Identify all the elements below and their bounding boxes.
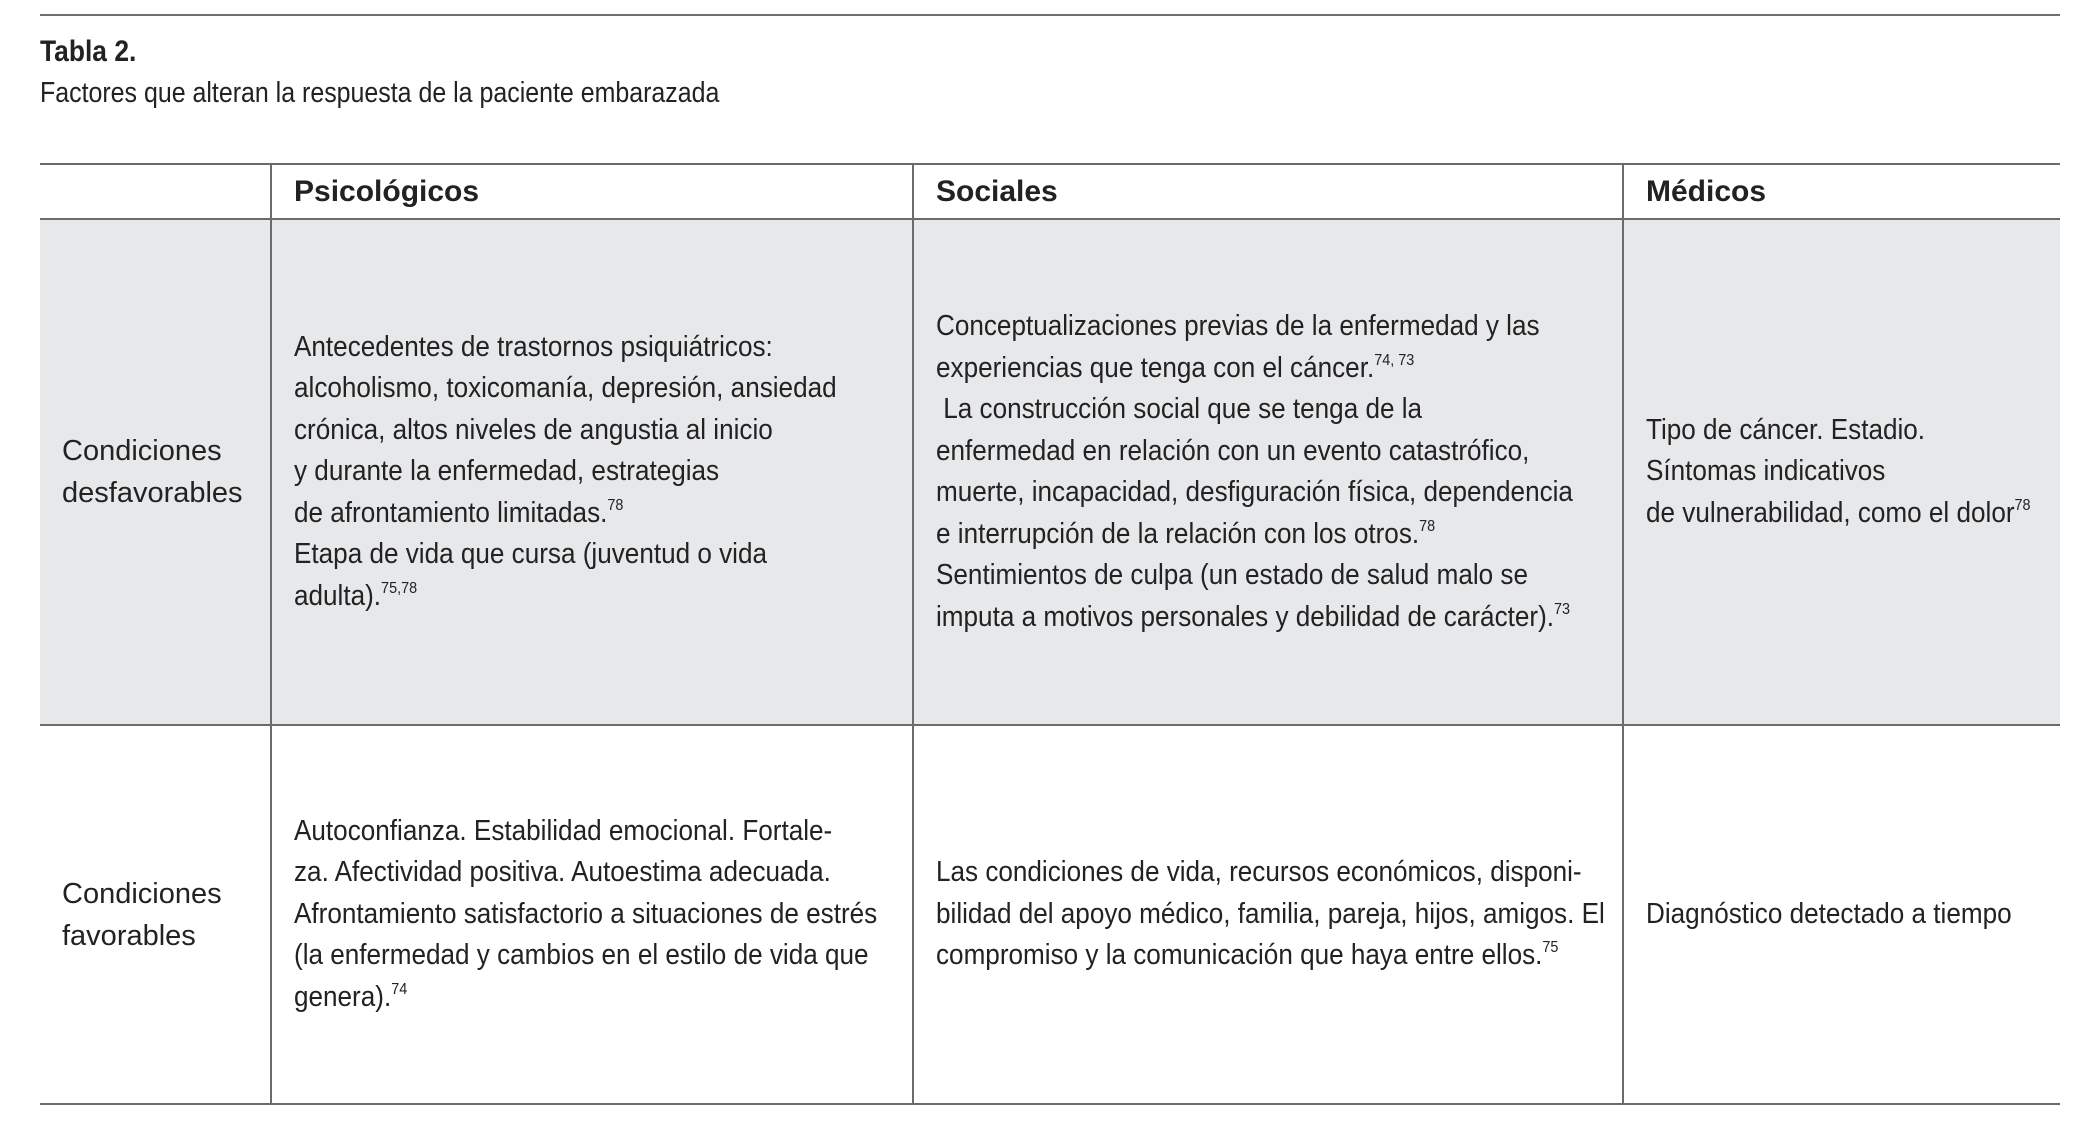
cell-line: bilidad del apoyo médico, familia, pareja, hijos, amigos. El: [936, 897, 1605, 930]
cell-sociales: [913, 725, 1623, 1104]
table-subtitle: Factores que alteran la respuesta de la paciente embarazada: [40, 77, 720, 109]
cell-line: za. Afectividad positiva. Autoestima adecuada.: [294, 856, 831, 889]
cell-line: (la enfermedad y cambios en el estilo de vida que: [294, 939, 869, 972]
reference-superscript: 74, 73: [1374, 351, 1415, 369]
cell-line: experiencias que tenga con el cáncer.: [936, 351, 1375, 384]
cell-line: de vulnerabilidad, como el dolor: [1646, 496, 2015, 529]
factors-table: [40, 163, 2060, 1105]
reference-superscript: 78: [1419, 517, 1436, 535]
reference-superscript: 78: [607, 496, 624, 514]
cell-line: Etapa de vida que cursa (juventud o vida: [294, 538, 768, 571]
cell-line: e interrupción de la relación con los otros.: [936, 517, 1420, 550]
reference-superscript: 73: [1554, 600, 1571, 618]
header-empty: [40, 164, 271, 219]
cell-line: crónica, altos niveles de angustia al inicio: [294, 413, 773, 446]
reference-superscript: 75: [1542, 939, 1559, 957]
table-title: Tabla 2.: [40, 35, 137, 68]
reference-superscript: 74: [391, 980, 408, 998]
cell-line: La construcción social que se tenga de la: [936, 393, 1423, 425]
table-row-desfavorables: [40, 219, 2060, 725]
cell-medicos: [1623, 219, 2060, 725]
row-label: [62, 430, 270, 514]
row-label-line: desfavorables: [62, 477, 243, 509]
cell-line: Diagnóstico detectado a tiempo: [1646, 897, 2012, 930]
table-caption: [40, 34, 830, 110]
row-label: [62, 873, 270, 957]
header-row: [40, 164, 2060, 219]
cell-line: Sentimientos de culpa (un estado de salud malo se: [936, 559, 1528, 591]
cell-line: genera).: [294, 980, 392, 1013]
cell-medicos: [1623, 725, 2060, 1104]
cell-line: de afrontamiento limitadas.: [294, 496, 608, 529]
cell-sociales: [913, 219, 1623, 725]
header-psicologicos: Psicológicos: [271, 164, 913, 219]
row-label-line: Condiciones: [62, 435, 222, 467]
table-row-favorables: [40, 725, 2060, 1104]
cell-line: Autoconfianza. Estabilidad emocional. Fortale-: [294, 814, 833, 847]
row-label-line: favorables: [62, 919, 196, 952]
row-label-cell: [40, 725, 271, 1104]
row-label-cell: [40, 219, 271, 725]
cell-line: Las condiciones de vida, recursos económicos, disponi-: [936, 856, 1582, 889]
cell-line: enfermedad en relación con un evento catastrófico,: [936, 434, 1530, 467]
reference-superscript: 78: [2014, 496, 2031, 514]
cell-line: Síntomas indicativos: [1646, 455, 1886, 488]
cell-line: Afrontamiento satisfactorio a situaciones de estrés: [294, 897, 878, 930]
cell-line: imputa a motivos personales y debilidad de carácter).: [936, 600, 1555, 633]
top-rule: [40, 14, 2060, 16]
reference-superscript: 75,78: [381, 579, 418, 597]
cell-psicologicos: [271, 219, 913, 725]
cell-line: adulta).: [294, 579, 382, 612]
header-sociales: Sociales: [913, 164, 1623, 219]
cell-line: y durante la enfermedad, estrategias: [294, 455, 720, 488]
cell-line: Conceptualizaciones previas de la enfermedad y las: [936, 310, 1540, 342]
cell-psicologicos: [271, 725, 913, 1104]
cell-line: Antecedentes de trastornos psiquiátricos:: [294, 330, 773, 363]
cell-line: Tipo de cáncer. Estadio.: [1646, 413, 1926, 446]
header-medicos: Médicos: [1623, 164, 2060, 219]
cell-line: muerte, incapacidad, desfiguración física, dependencia: [936, 476, 1573, 508]
row-label-line: Condiciones: [62, 877, 222, 910]
cell-line: alcoholismo, toxicomanía, depresión, ansiedad: [294, 372, 837, 405]
cell-line: compromiso y la comunicación que haya entre ellos.: [936, 939, 1543, 972]
